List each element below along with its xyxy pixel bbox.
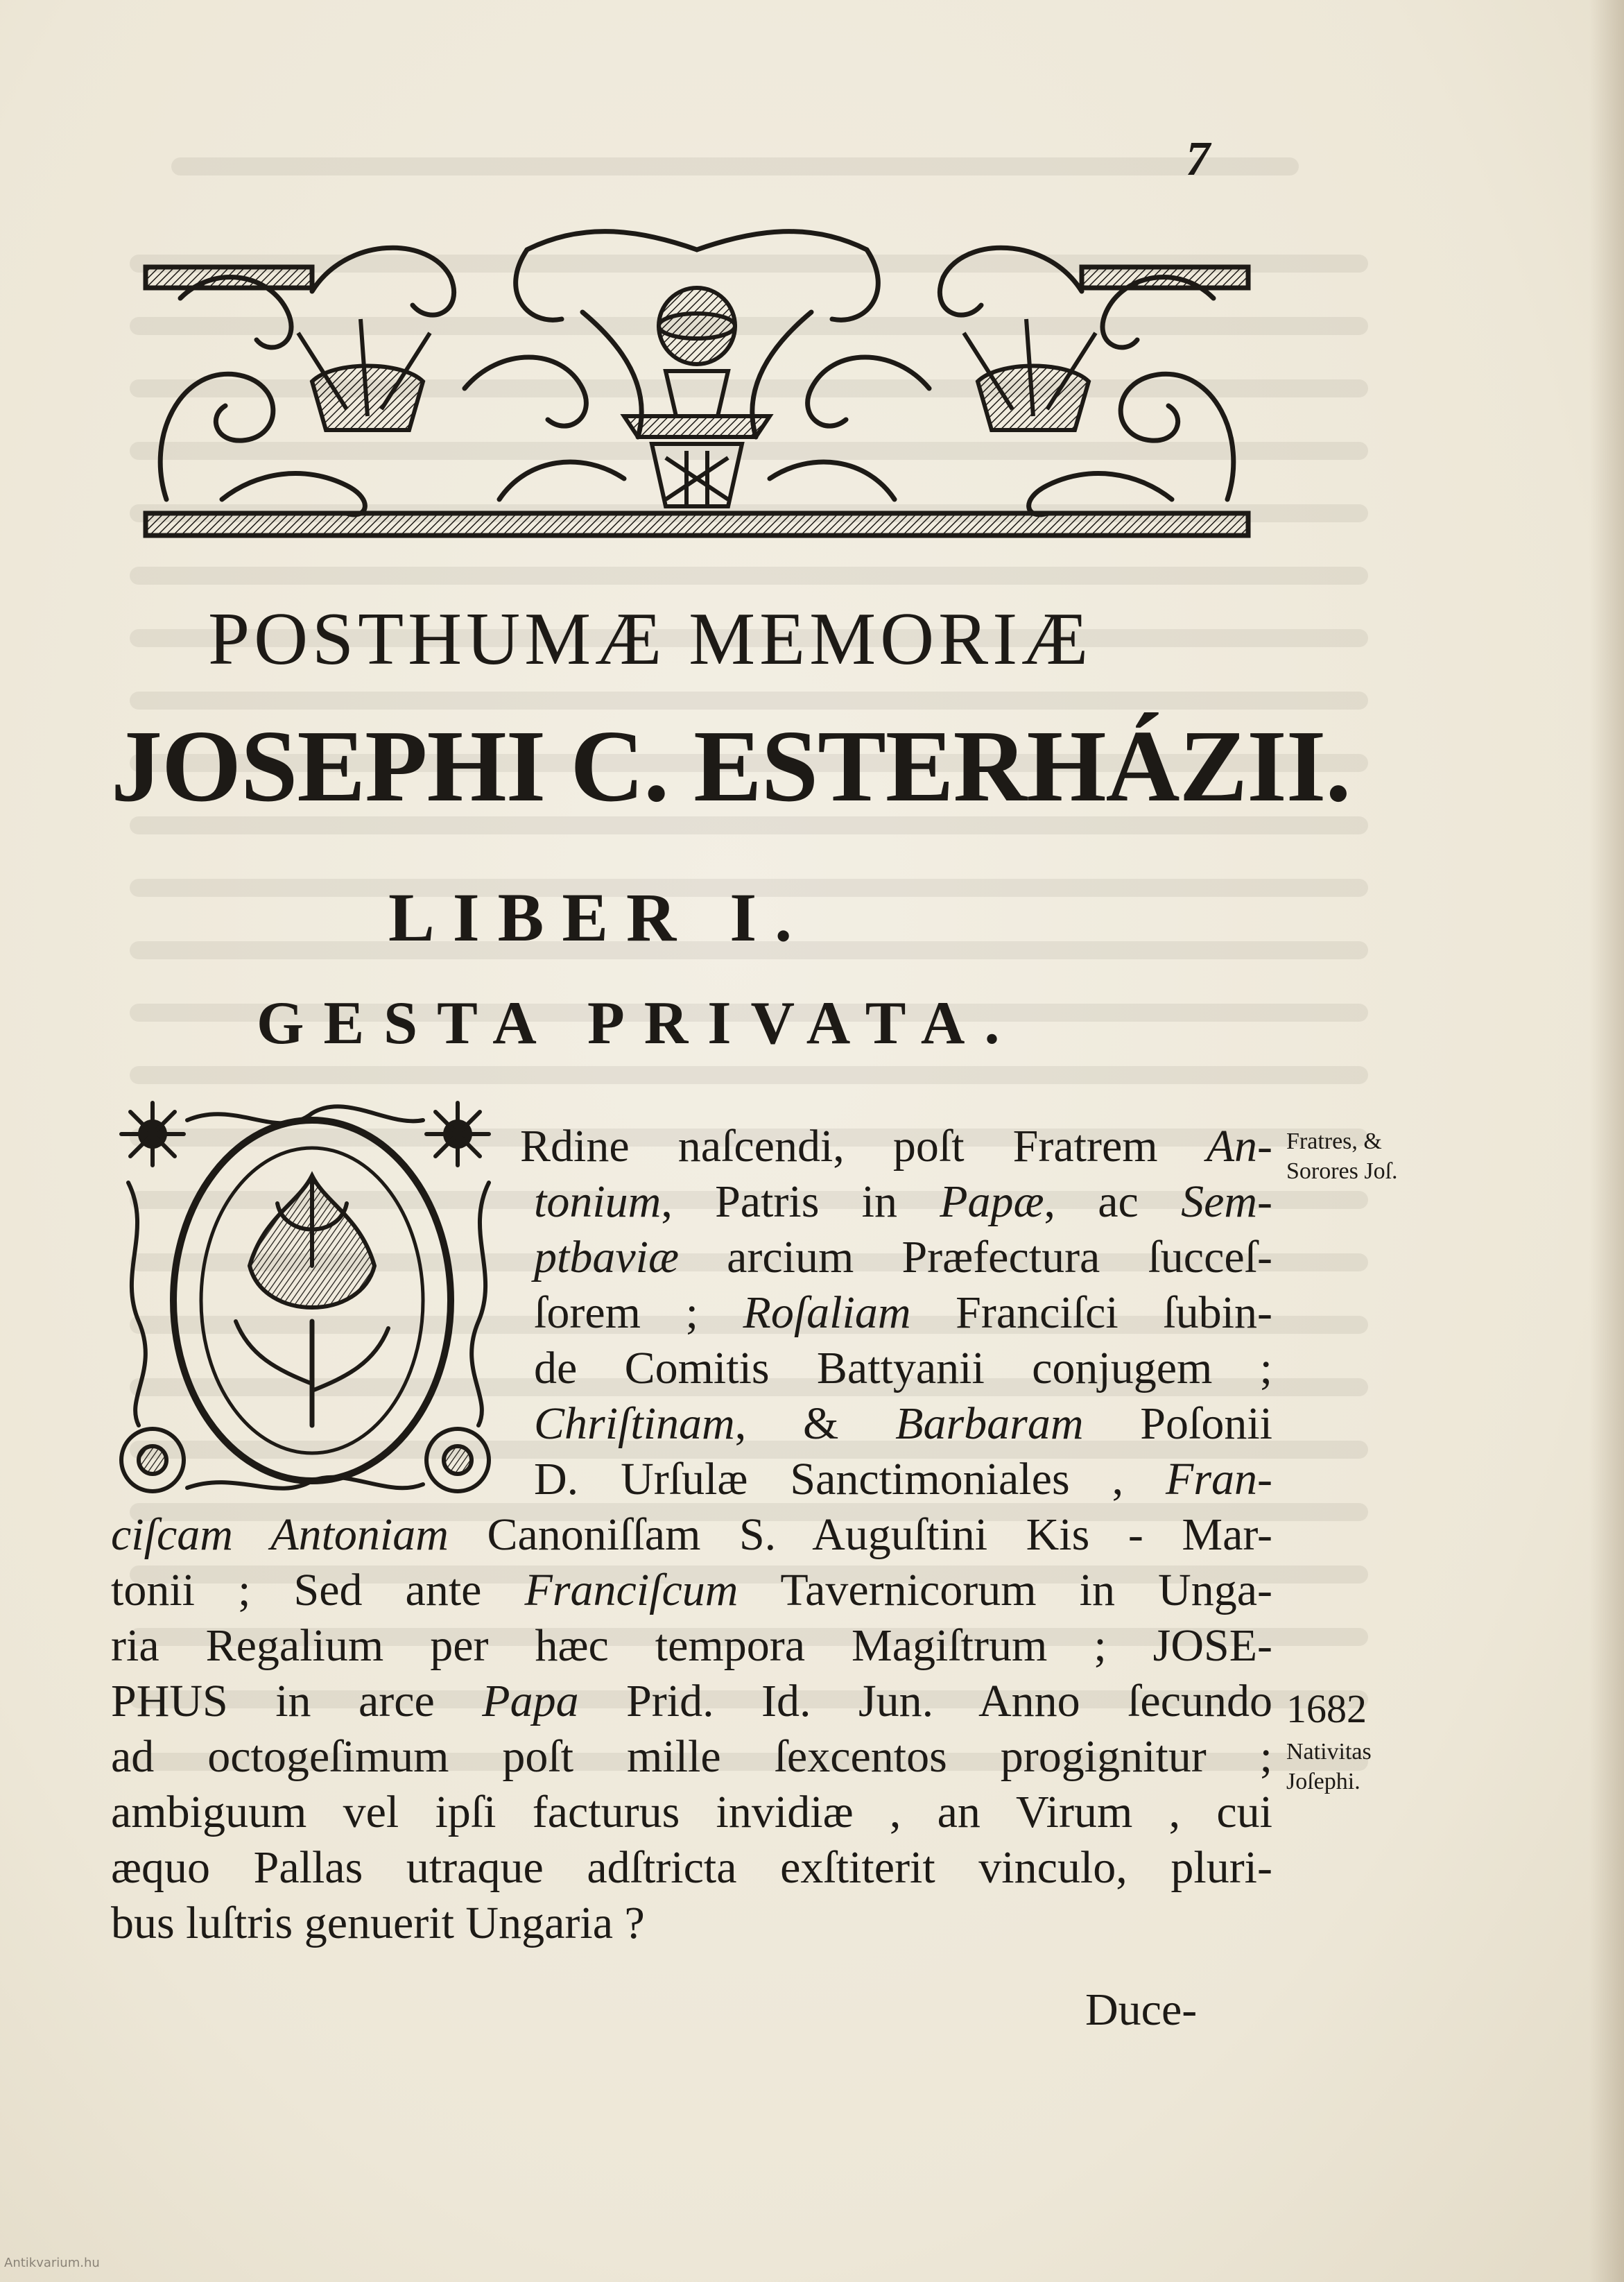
margin-note-siblings-line-2: Sorores Joſ. (1286, 1158, 1398, 1184)
body-line-11: PHUS in arce Papa Prid. Id. Jun. Anno ſecundo (111, 1676, 1273, 1726)
margin-note-siblings-line-1: Fratres, & (1286, 1129, 1382, 1154)
body-line-7: D. Urſulæ Sanctimoniales , Fran- (534, 1454, 1272, 1504)
page-number: 7 (1186, 132, 1210, 186)
body-line-4: ſorem ; Roſaliam Franciſci ſubin- (534, 1287, 1272, 1338)
body-line-3: ptbaviæ arcium Præfectura ſucceſ- (534, 1232, 1272, 1282)
title-line-4: GESTA PRIVATA. (257, 990, 1019, 1057)
body-line-5: de Comitis Battyanii conjugem ; (534, 1343, 1272, 1393)
margin-note-birth (1286, 1738, 1372, 1796)
body-line-15: bus luſtris genuerit Ungaria ? (111, 1898, 645, 1948)
page-edge-shadow (1589, 0, 1624, 2282)
catchword: Duce- (1085, 1984, 1198, 2035)
body-line-1: Rdine naſcendi, poſt Fratrem An- (520, 1121, 1272, 1172)
title-line-2: JOSEPHI C. ESTERHÁZII. (111, 710, 1351, 823)
margin-year: 1682 (1286, 1686, 1367, 1731)
watermark-text: Antikvarium.hu (4, 2256, 100, 2270)
body-line-14: æquo Pallas utraque adſtricta exſtiterit vinculo, pluri- (111, 1842, 1272, 1893)
body-line-12: ad octogeſimum poſt mille ſexcentos progignitur ; (111, 1731, 1272, 1782)
title-line-3: LIBER I. (388, 879, 811, 956)
body-line-9: tonii ; Sed ante Franciſcum Tavernicorum in Unga- (111, 1565, 1272, 1615)
body-line-6: Chriſtinam, & Barbaram Poſonii (534, 1398, 1273, 1449)
margin-note-birth-line-2: Joſephi. (1286, 1768, 1360, 1794)
decorated-initial-o (111, 1092, 513, 1509)
margin-note-siblings (1286, 1127, 1398, 1186)
margin-note-birth-line-1: Nativitas (1286, 1739, 1372, 1765)
body-line-2: tonium, Patris in Papæ, ac Sem- (534, 1176, 1272, 1227)
body-line-8: ciſcam Antoniam Canoniſſam S. Auguſtini Kis - Mar- (111, 1509, 1273, 1560)
body-line-13: ambiguum vel ipſi facturus invidiæ , an Virum , cui (111, 1787, 1272, 1837)
title-line-1: POSTHUMÆ MEMORIÆ (208, 598, 1093, 680)
ornamental-headpiece (139, 208, 1255, 548)
body-line-10: ria Regalium per hæc tempora Magiſtrum ; JOSE- (111, 1620, 1272, 1671)
